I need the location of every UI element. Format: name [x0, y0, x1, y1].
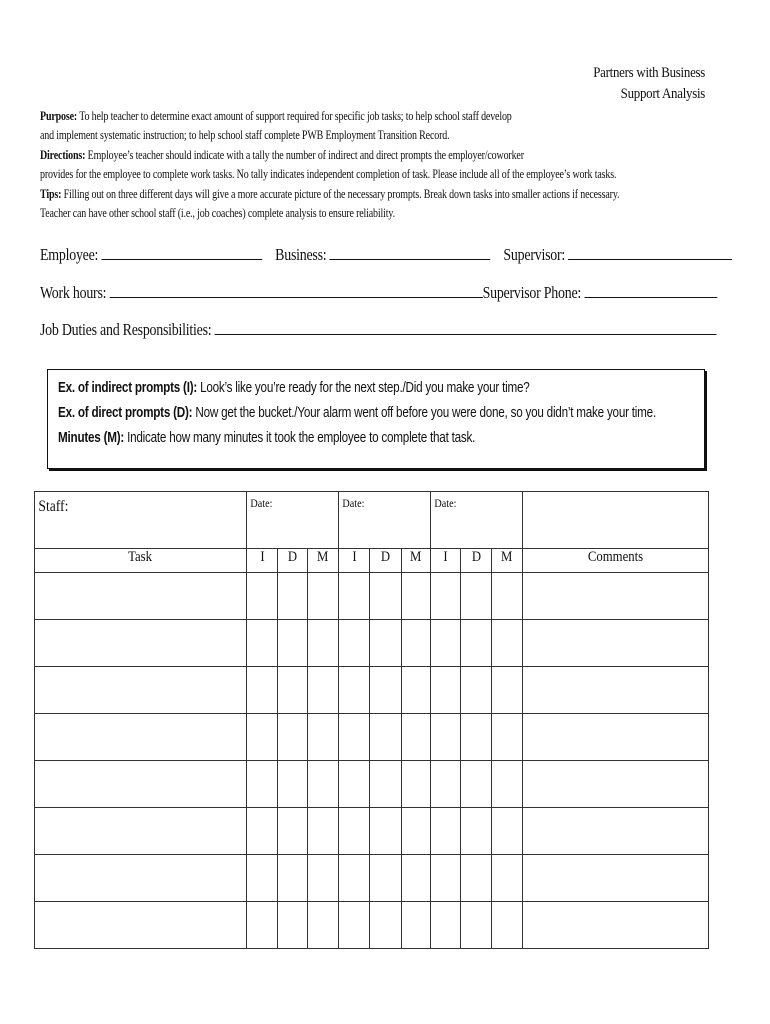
- directions-line-2: provides for the employee to complete work tasks. No tally indicates independent completion of task. Please include all of the employee’s work tasks.: [40, 167, 617, 181]
- tally-cell[interactable]: [461, 902, 492, 949]
- tally-cell[interactable]: [370, 714, 402, 761]
- tally-cell[interactable]: [492, 667, 523, 714]
- table-row: [35, 855, 709, 902]
- tally-cell[interactable]: [402, 902, 431, 949]
- task-cell[interactable]: [35, 573, 247, 620]
- job-duties-label: Job Duties and Responsibilities:: [40, 320, 212, 339]
- work-hours-row: [40, 282, 717, 303]
- table-row: [35, 667, 709, 714]
- table-row: [35, 761, 709, 808]
- tips-line-2: Teacher can have other school staff (i.e., job coaches) complete analysis to ensure reliability.: [40, 206, 395, 220]
- tips-label: Tips:: [40, 187, 62, 201]
- tally-cell[interactable]: [431, 902, 461, 949]
- tally-cell[interactable]: [402, 855, 431, 902]
- tally-cell[interactable]: [461, 761, 492, 808]
- task-cell[interactable]: [35, 855, 247, 902]
- task-rows: [35, 573, 709, 949]
- supervisor-field[interactable]: [568, 244, 732, 260]
- title-line-1: Partners with Business: [593, 65, 705, 81]
- prompt-examples-box: [47, 369, 705, 469]
- tally-cell[interactable]: [370, 667, 402, 714]
- task-cell[interactable]: [35, 714, 247, 761]
- m-header-1: M: [308, 549, 339, 573]
- task-cell[interactable]: [35, 902, 247, 949]
- work-hours-field[interactable]: [109, 282, 482, 298]
- tally-cell[interactable]: [278, 573, 308, 620]
- comments-cell[interactable]: [523, 620, 709, 667]
- i-header-1: I: [247, 549, 278, 573]
- tally-cell[interactable]: [492, 808, 523, 855]
- business-field[interactable]: [330, 244, 491, 260]
- date-cell-2[interactable]: [339, 492, 431, 549]
- tally-cell[interactable]: [461, 808, 492, 855]
- directions-label: Directions:: [40, 148, 86, 162]
- comments-cell[interactable]: [523, 761, 709, 808]
- table-row: [35, 714, 709, 761]
- tally-cell[interactable]: [308, 714, 339, 761]
- tally-cell[interactable]: [431, 855, 461, 902]
- tally-cell[interactable]: [461, 573, 492, 620]
- tally-cell[interactable]: [461, 667, 492, 714]
- tally-cell[interactable]: [247, 620, 278, 667]
- supervisor-phone-field[interactable]: [584, 282, 717, 298]
- tally-cell[interactable]: [278, 667, 308, 714]
- d-header-1: D: [278, 549, 308, 573]
- task-cell[interactable]: [35, 761, 247, 808]
- tally-cell[interactable]: [492, 855, 523, 902]
- table-row: [35, 620, 709, 667]
- tally-cell[interactable]: [308, 855, 339, 902]
- direct-text: Now get the bucket./Your alarm went off before you were done, so you didn’t make your time.: [192, 404, 656, 421]
- tally-cell[interactable]: [339, 620, 370, 667]
- directions-line-1: [40, 146, 696, 166]
- direct-label: Ex. of direct prompts (D):: [58, 404, 193, 421]
- job-duties-field[interactable]: [215, 319, 717, 335]
- tally-cell[interactable]: [308, 808, 339, 855]
- employee-field[interactable]: [101, 244, 262, 260]
- tally-cell[interactable]: [339, 714, 370, 761]
- comments-header: Comments: [523, 549, 709, 573]
- purpose-line-2: and implement systematic instruction; to help school staff complete PWB Employment Transition Record.: [40, 128, 450, 142]
- staff-cell[interactable]: [35, 492, 247, 549]
- tally-cell[interactable]: [278, 761, 308, 808]
- tally-cell[interactable]: [278, 808, 308, 855]
- tally-cell[interactable]: [402, 808, 431, 855]
- tally-cell[interactable]: [308, 761, 339, 808]
- task-cell[interactable]: [35, 620, 247, 667]
- table-header-staff-row: [35, 492, 709, 549]
- tally-cell[interactable]: [339, 808, 370, 855]
- tally-cell[interactable]: [278, 714, 308, 761]
- purpose-line-1: [40, 107, 696, 127]
- tips-text-1: Filling out on three different days will give a more accurate picture of the necessary prompts. Break down tasks into smaller actions if necessary.: [61, 187, 620, 201]
- form-title: [593, 63, 705, 105]
- tally-cell[interactable]: [308, 667, 339, 714]
- tally-cell[interactable]: [461, 855, 492, 902]
- supervisor-phone-label: Supervisor Phone:: [482, 283, 582, 302]
- date-cell-3[interactable]: [431, 492, 523, 549]
- tally-cell[interactable]: [339, 573, 370, 620]
- tally-cell[interactable]: [492, 761, 523, 808]
- blank-header-cell: [523, 492, 709, 549]
- directions-text-1: Employee’s teacher should indicate with a tally the number of indirect and direct prompts the employer/coworker: [85, 148, 524, 162]
- employee-label: Employee:: [40, 245, 99, 264]
- tally-cell[interactable]: [308, 902, 339, 949]
- tally-cell[interactable]: [431, 620, 461, 667]
- date-cell-1[interactable]: [247, 492, 339, 549]
- task-cell[interactable]: [35, 808, 247, 855]
- supervisor-label: Supervisor:: [503, 245, 566, 264]
- table-header-row: [35, 549, 709, 573]
- tally-cell[interactable]: [402, 620, 431, 667]
- tally-cell[interactable]: [431, 573, 461, 620]
- d-header-2: D: [370, 549, 402, 573]
- tally-cell[interactable]: [247, 902, 278, 949]
- i-header-2: I: [339, 549, 370, 573]
- tally-cell[interactable]: [308, 620, 339, 667]
- tally-cell[interactable]: [339, 855, 370, 902]
- tally-cell[interactable]: [370, 808, 402, 855]
- tally-cell[interactable]: [339, 761, 370, 808]
- work-hours-label: Work hours:: [40, 283, 107, 302]
- tally-cell[interactable]: [402, 667, 431, 714]
- i-header-3: I: [431, 549, 461, 573]
- tally-cell[interactable]: [461, 620, 492, 667]
- purpose-text-1: To help teacher to determine exact amount of support required for specific job tasks; to help school staff develop: [77, 109, 512, 123]
- comments-cell[interactable]: [523, 573, 709, 620]
- tally-cell[interactable]: [492, 620, 523, 667]
- tally-cell[interactable]: [247, 808, 278, 855]
- table-row: [35, 902, 709, 949]
- tally-cell[interactable]: [402, 761, 431, 808]
- tally-cell[interactable]: [492, 714, 523, 761]
- tally-cell[interactable]: [339, 902, 370, 949]
- tally-cell[interactable]: [370, 620, 402, 667]
- m-header-2: M: [402, 549, 431, 573]
- business-label: Business:: [275, 245, 327, 264]
- support-analysis-table: [34, 491, 709, 949]
- indirect-label: Ex. of indirect prompts (I):: [58, 379, 198, 396]
- tips-line-1: [40, 185, 696, 205]
- tally-cell[interactable]: [431, 761, 461, 808]
- tally-cell[interactable]: [278, 902, 308, 949]
- staff-label: Staff:: [38, 498, 69, 515]
- tally-cell[interactable]: [247, 667, 278, 714]
- tally-cell[interactable]: [431, 808, 461, 855]
- tally-cell[interactable]: [431, 667, 461, 714]
- comments-cell[interactable]: [523, 714, 709, 761]
- title-line-2: Support Analysis: [620, 86, 705, 102]
- task-cell[interactable]: [35, 667, 247, 714]
- comments-cell[interactable]: [523, 855, 709, 902]
- comments-cell[interactable]: [523, 667, 709, 714]
- job-duties-row: [40, 319, 717, 340]
- tally-cell[interactable]: [370, 855, 402, 902]
- tally-cell[interactable]: [461, 714, 492, 761]
- m-header-3: M: [492, 549, 523, 573]
- tally-cell[interactable]: [247, 714, 278, 761]
- employee-row: [40, 244, 732, 265]
- tally-cell[interactable]: [370, 573, 402, 620]
- date-label-2: Date:: [342, 496, 365, 510]
- tally-cell[interactable]: [370, 902, 402, 949]
- minutes-text: Indicate how many minutes it took the employee to complete that task.: [124, 429, 476, 446]
- tally-cell[interactable]: [492, 902, 523, 949]
- tally-cell[interactable]: [308, 573, 339, 620]
- tally-cell[interactable]: [339, 667, 370, 714]
- tally-cell[interactable]: [247, 855, 278, 902]
- tally-cell[interactable]: [431, 714, 461, 761]
- d-header-3: D: [461, 549, 492, 573]
- direct-example: [58, 404, 656, 421]
- date-label-1: Date:: [250, 496, 273, 510]
- minutes-example: [58, 429, 475, 446]
- date-label-3: Date:: [434, 496, 457, 510]
- purpose-label: Purpose:: [40, 109, 78, 123]
- tally-cell[interactable]: [278, 620, 308, 667]
- tally-cell[interactable]: [402, 714, 431, 761]
- comments-cell[interactable]: [523, 902, 709, 949]
- tally-cell[interactable]: [370, 761, 402, 808]
- tally-cell[interactable]: [278, 855, 308, 902]
- comments-cell[interactable]: [523, 808, 709, 855]
- tally-cell[interactable]: [247, 761, 278, 808]
- tally-cell[interactable]: [402, 573, 431, 620]
- indirect-example: [58, 379, 530, 396]
- table-row: [35, 573, 709, 620]
- tally-cell[interactable]: [247, 573, 278, 620]
- task-header: Task: [35, 549, 247, 573]
- tally-cell[interactable]: [492, 573, 523, 620]
- indirect-text: Look’s like you’re ready for the next step./Did you make your time?: [197, 379, 530, 396]
- table-row: [35, 808, 709, 855]
- minutes-label: Minutes (M):: [58, 429, 125, 446]
